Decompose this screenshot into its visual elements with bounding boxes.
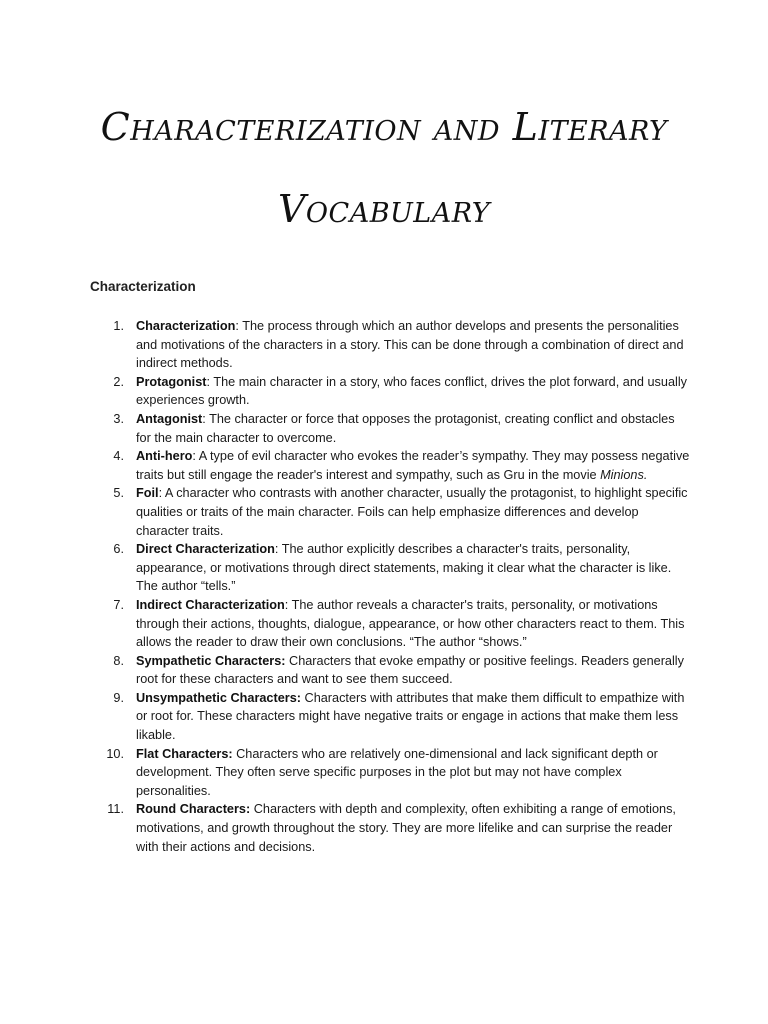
term-name: Unsympathetic Characters: <box>136 690 301 705</box>
list-number: 1. <box>113 319 124 333</box>
list-number: 5. <box>113 486 124 501</box>
list-number: 3. <box>113 411 124 426</box>
term-definition: Characters who are relatively one-dimensional and lack significant depth or development. They often serve specific purposes in the plot but may not have complex personalities. <box>136 746 658 798</box>
vocabulary-list <box>90 317 690 856</box>
term-separator: : <box>235 319 239 333</box>
list-number: 10. <box>106 746 124 761</box>
list-number: 11. <box>107 802 124 817</box>
term-definition: Characters with depth and complexity, often exhibiting a range of emotions, motivations, and growth throughout the story. They are more lifelike and can surprise the reader with their actions and decisions. <box>136 802 676 854</box>
term-separator: : <box>202 411 206 426</box>
term-separator: : <box>192 449 196 464</box>
list-number: 8. <box>113 653 124 668</box>
list-item <box>90 540 690 596</box>
list-item <box>90 410 690 447</box>
term-definition: Characters that evoke empathy or positive feelings. Readers generally root for these characters and want to see them succeed. <box>136 653 684 687</box>
list-item <box>90 652 690 689</box>
section-heading: Characterization <box>90 279 196 294</box>
list-item <box>90 689 690 745</box>
term-name: Anti-hero <box>136 449 193 464</box>
list-item <box>90 373 690 410</box>
term-definition: The main character in a story, who faces conflict, drives the plot forward, and usually experiences growth. <box>136 374 687 408</box>
term-separator: : <box>274 542 279 557</box>
term-definition: The character or force that opposes the protagonist, creating conflict and obstacles for the main character to overcome. <box>136 411 675 445</box>
list-item <box>90 745 690 801</box>
term-separator: : <box>158 486 163 501</box>
document-title-line-2: Vocabulary <box>277 187 491 231</box>
term-definition: The process through which an author develops and presents the personalities and motivations of the characters in a story. This can be done through a combination of direct and indirect methods. <box>136 319 684 371</box>
term-name: Foil <box>136 486 159 501</box>
list-number: 7. <box>113 597 124 612</box>
term-name: Flat Characters: <box>136 746 233 761</box>
list-item <box>90 447 690 484</box>
term-name: Indirect Characterization <box>136 597 285 612</box>
term-definition: A type of evil character who evokes the reader’s sympathy. They may possess negative traits but still engage the reader's interest and sympathy, such as Gru in the movie <box>136 449 690 482</box>
list-number: 2. <box>113 374 124 389</box>
term-name: Direct Characterization <box>136 542 275 557</box>
term-italic-text: Minions. <box>600 467 648 482</box>
document-title-line-1: Characterization and Literary <box>100 105 668 149</box>
list-item <box>90 596 690 652</box>
term-name: Sympathetic Characters: <box>136 653 286 668</box>
term-separator: : <box>284 597 289 612</box>
list-item <box>90 484 690 540</box>
term-definition: The author explicitly describes a character's traits, personality, appearance, or motivations through direct statements, making it clear what the character is like. The author “tells.” <box>136 542 672 594</box>
term-definition: The author reveals a character's traits, personality, or motivations through their actions, thoughts, dialogue, appearance, or how other characters react to them. This allows the reader to draw their own conclusions. “The author “shows.” <box>136 597 685 650</box>
term-name: Protagonist <box>136 374 207 389</box>
term-name: Round Characters: <box>136 802 251 817</box>
term-name: Characterization <box>136 319 236 333</box>
term-name: Antagonist <box>136 411 203 426</box>
term-definition: Characters with attributes that make them difficult to empathize with or root for. These characters might have negative traits or engage in actions that make them less likable. <box>136 690 685 743</box>
list-number: 6. <box>113 542 124 557</box>
term-separator: : <box>206 374 211 389</box>
list-number: 4. <box>113 449 124 464</box>
list-item <box>90 800 690 856</box>
list-number: 9. <box>113 690 124 705</box>
term-definition: A character who contrasts with another character, usually the protagonist, to highlight specific qualities or traits of the main character. Foils can help emphasize differences and develop character traits. <box>136 486 688 538</box>
list-item <box>90 317 690 373</box>
